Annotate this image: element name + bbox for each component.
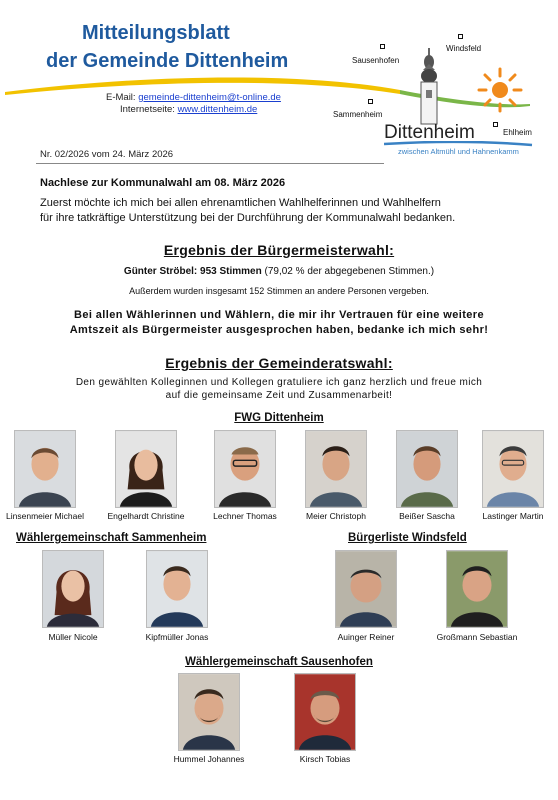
map-label-windsfeld: Windsfeld [446,44,482,53]
member-name: Großmann Sebastian [436,632,518,642]
map-marker-sausenhofen [380,44,385,49]
portrait-photo [178,673,240,751]
header-title-line1: Mitteilungsblatt [82,22,230,44]
map-label-sausenhofen: Sausenhofen [352,56,400,65]
issue-number: Nr. 02/2026 vom 24. März 2026 [40,149,174,160]
member-name: Beißer Sascha [399,511,455,521]
contact-email: E-Mail: gemeinde-dittenheim@t-online.de [106,92,281,103]
member-name: Müller Nicole [48,632,98,642]
web-link[interactable]: www.dittenheim.de [177,104,258,115]
header-title-line2: der Gemeinde Dittenheim [46,50,289,72]
portrait-photo [42,550,104,628]
map-label-ehlheim: Ehlheim [503,128,532,137]
member-name: Linsenmeier Michael [6,511,84,521]
mayor-thanks-line2: Amtszeit als Bürgermeister ausgesprochen haben, bedanke ich mich sehr! [69,324,489,336]
council-congrats-line1: Den gewählten Kolleginnen und Kollegen gratuliere ich ganz herzlich und freue mich [75,377,483,388]
contact-web: Internetseite: www.dittenheim.de [120,104,258,115]
member-name: Lastinger Martin [482,511,544,521]
portrait-photo [115,430,177,508]
member-name: Hummel Johannes [173,754,245,764]
portrait-photo [482,430,544,508]
article-intro-line2: für ihre tatkräftige Unterstützung bei der Durchführung der Kommunalwahl bedanken. [40,212,456,224]
council-congrats-line2: auf die gemeinsame Zeit und Zusammenarbeit! [165,390,393,401]
member-name: Kipfmüller Jonas [145,632,209,642]
header-swoosh [0,70,558,110]
member-name: Lechner Thomas [213,511,277,521]
map-marker-sammenheim [368,99,373,104]
logo-name: Dittenheim [384,122,475,143]
map-marker-windsfeld [458,34,463,39]
header-divider [36,163,384,164]
mayor-section-title: Ergebnis der Bürgermeisterwahl: [163,242,395,258]
group-title-windsfeld: Bürgerliste Windsfeld [348,532,467,544]
portrait-photo [14,430,76,508]
portrait-photo [305,430,367,508]
council-section-title: Ergebnis der Gemeinderatswahl: [165,355,393,371]
member-name: Kirsch Tobias [299,754,351,764]
group-title-sammenheim: Wählergemeinschaft Sammenheim [16,532,207,544]
map-marker-ehlheim [493,122,498,127]
article-intro-line1: Zuerst möchte ich mich bei allen ehrenamtlichen Wahlhelferinnen und Wahlhelfern [40,197,441,209]
email-link[interactable]: gemeinde-dittenheim@t-online.de [138,92,281,103]
portrait-photo [446,550,508,628]
mayor-result: Günter Ströbel: 953 Stimmen (79,02 % der abgegebenen Stimmen.) [123,266,435,277]
sun-icon [476,66,524,114]
mayor-other-votes: Außerdem wurden insgesamt 152 Stimmen an andere Personen vergeben. [129,286,429,296]
portrait-photo [214,430,276,508]
portrait-photo [335,550,397,628]
portrait-photo [146,550,208,628]
portrait-photo [294,673,356,751]
member-name: Auinger Reiner [337,632,395,642]
member-name: Meier Christoph [306,511,366,521]
mayor-thanks-line1: Bei allen Wählerinnen und Wählern, die mir ihr Vertrauen für eine weitere [73,309,484,321]
map-label-sammenheim: Sammenheim [333,110,383,119]
portrait-photo [396,430,458,508]
member-name: Engelhardt Christine [107,511,185,521]
church-tower-icon [412,48,446,126]
article-heading: Nachlese zur Kommunalwahl am 08. März 2026 [40,177,286,189]
group-title-sausenhofen: Wählergemeinschaft Sausenhofen [185,656,373,668]
logo-subtitle: zwischen Altmühl und Hahnenkamm [398,147,519,156]
group-title-fwg: FWG Dittenheim [234,412,324,424]
